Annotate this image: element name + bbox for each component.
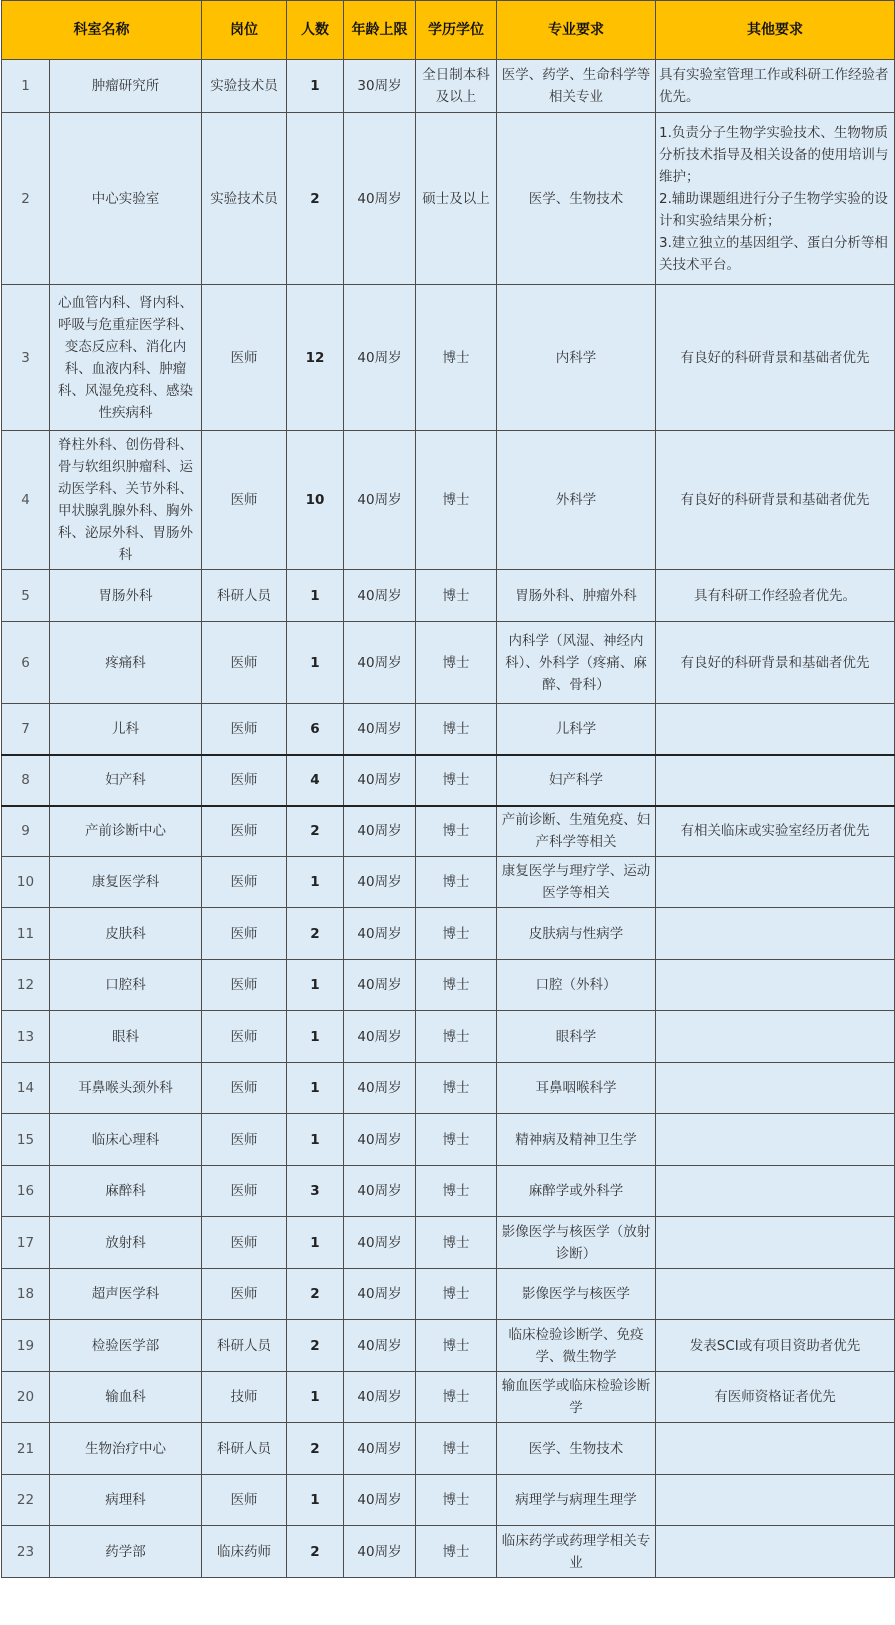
other-requirement: 有良好的科研背景和基础者优先 xyxy=(656,431,895,570)
other-requirement xyxy=(656,755,895,806)
headcount: 6 xyxy=(287,704,344,755)
header-major: 专业要求 xyxy=(497,1,656,60)
table-row xyxy=(2,1475,895,1526)
other-requirement xyxy=(656,704,895,755)
age-limit: 40周岁 xyxy=(344,1423,416,1475)
row-number: 3 xyxy=(2,285,50,431)
other-requirement xyxy=(656,960,895,1011)
headcount: 2 xyxy=(287,908,344,960)
other-requirement: 1.负责分子生物学实验技术、生物物质分析技术指导及相关设备的使用培训与维护； 2.辅助课题组进行分子生物学实验的设计和实验结果分析； 3.建立独立的基因组学、蛋白分析等相关技术平台。 xyxy=(656,113,895,285)
age-limit: 40周岁 xyxy=(344,806,416,857)
education: 博士 xyxy=(416,1320,497,1372)
header-age: 年龄上限 xyxy=(344,1,416,60)
table-row xyxy=(2,570,895,622)
row-number: 10 xyxy=(2,857,50,908)
headcount: 10 xyxy=(287,431,344,570)
education: 博士 xyxy=(416,960,497,1011)
major-requirement: 产前诊断、生殖免疫、妇产科学等相关 xyxy=(497,806,656,857)
dept-name: 药学部 xyxy=(50,1526,202,1578)
headcount: 1 xyxy=(287,1372,344,1423)
table-row xyxy=(2,1526,895,1578)
table-row xyxy=(2,1166,895,1217)
age-limit: 40周岁 xyxy=(344,960,416,1011)
row-number: 23 xyxy=(2,1526,50,1578)
headcount: 2 xyxy=(287,113,344,285)
table-row xyxy=(2,857,895,908)
post-name: 医师 xyxy=(202,1063,287,1114)
other-requirement xyxy=(656,1114,895,1166)
major-requirement: 耳鼻咽喉科学 xyxy=(497,1063,656,1114)
dept-name: 胃肠外科 xyxy=(50,570,202,622)
dept-name: 病理科 xyxy=(50,1475,202,1526)
major-requirement: 妇产科学 xyxy=(497,755,656,806)
headcount: 2 xyxy=(287,1423,344,1475)
major-requirement: 麻醉学或外科学 xyxy=(497,1166,656,1217)
post-name: 医师 xyxy=(202,755,287,806)
education: 博士 xyxy=(416,285,497,431)
header-edu: 学历学位 xyxy=(416,1,497,60)
dept-name: 输血科 xyxy=(50,1372,202,1423)
education: 博士 xyxy=(416,1372,497,1423)
row-number: 8 xyxy=(2,755,50,806)
headcount: 2 xyxy=(287,1526,344,1578)
education: 博士 xyxy=(416,622,497,704)
education: 博士 xyxy=(416,908,497,960)
dept-name: 临床心理科 xyxy=(50,1114,202,1166)
other-requirement xyxy=(656,1269,895,1320)
dept-name: 眼科 xyxy=(50,1011,202,1063)
other-requirement xyxy=(656,857,895,908)
headcount: 3 xyxy=(287,1166,344,1217)
age-limit: 40周岁 xyxy=(344,857,416,908)
post-name: 实验技术员 xyxy=(202,113,287,285)
row-number: 21 xyxy=(2,1423,50,1475)
education: 博士 xyxy=(416,570,497,622)
age-limit: 40周岁 xyxy=(344,285,416,431)
post-name: 医师 xyxy=(202,1269,287,1320)
post-name: 医师 xyxy=(202,285,287,431)
header-other: 其他要求 xyxy=(656,1,895,60)
post-name: 医师 xyxy=(202,960,287,1011)
major-requirement: 医学、生物技术 xyxy=(497,1423,656,1475)
dept-name: 妇产科 xyxy=(50,755,202,806)
dept-name: 放射科 xyxy=(50,1217,202,1269)
row-number: 20 xyxy=(2,1372,50,1423)
dept-name: 超声医学科 xyxy=(50,1269,202,1320)
education: 博士 xyxy=(416,1063,497,1114)
post-name: 医师 xyxy=(202,704,287,755)
post-name: 实验技术员 xyxy=(202,60,287,113)
education: 博士 xyxy=(416,1526,497,1578)
headcount: 1 xyxy=(287,622,344,704)
dept-name: 儿科 xyxy=(50,704,202,755)
education: 博士 xyxy=(416,755,497,806)
post-name: 医师 xyxy=(202,857,287,908)
age-limit: 40周岁 xyxy=(344,1217,416,1269)
education: 博士 xyxy=(416,1166,497,1217)
age-limit: 40周岁 xyxy=(344,1114,416,1166)
headcount: 2 xyxy=(287,1320,344,1372)
education: 硕士及以上 xyxy=(416,113,497,285)
table-row xyxy=(2,1320,895,1372)
post-name: 医师 xyxy=(202,1114,287,1166)
headcount: 2 xyxy=(287,806,344,857)
row-number: 11 xyxy=(2,908,50,960)
row-number: 16 xyxy=(2,1166,50,1217)
other-requirement xyxy=(656,1011,895,1063)
age-limit: 40周岁 xyxy=(344,1475,416,1526)
education: 博士 xyxy=(416,1217,497,1269)
dept-name: 疼痛科 xyxy=(50,622,202,704)
header-dept: 科室名称 xyxy=(2,1,202,60)
table-row xyxy=(2,1372,895,1423)
post-name: 医师 xyxy=(202,1475,287,1526)
major-requirement: 口腔（外科） xyxy=(497,960,656,1011)
other-requirement xyxy=(656,908,895,960)
headcount: 4 xyxy=(287,755,344,806)
dept-name: 中心实验室 xyxy=(50,113,202,285)
other-requirement: 有良好的科研背景和基础者优先 xyxy=(656,622,895,704)
other-requirement: 具有实验室管理工作或科研工作经验者优先。 xyxy=(656,60,895,113)
major-requirement: 输血医学或临床检验诊断学 xyxy=(497,1372,656,1423)
row-number: 22 xyxy=(2,1475,50,1526)
table-body xyxy=(2,60,895,1578)
other-requirement: 有医师资格证者优先 xyxy=(656,1372,895,1423)
other-requirement xyxy=(656,1217,895,1269)
header-count: 人数 xyxy=(287,1,344,60)
post-name: 科研人员 xyxy=(202,570,287,622)
row-number: 17 xyxy=(2,1217,50,1269)
dept-name: 产前诊断中心 xyxy=(50,806,202,857)
other-requirement: 发表SCI或有项目资助者优先 xyxy=(656,1320,895,1372)
recruitment-table xyxy=(1,0,895,1578)
row-number: 15 xyxy=(2,1114,50,1166)
age-limit: 40周岁 xyxy=(344,1011,416,1063)
education: 博士 xyxy=(416,431,497,570)
age-limit: 40周岁 xyxy=(344,570,416,622)
other-requirement: 有良好的科研背景和基础者优先 xyxy=(656,285,895,431)
age-limit: 40周岁 xyxy=(344,1526,416,1578)
age-limit: 40周岁 xyxy=(344,1269,416,1320)
major-requirement: 临床检验诊断学、免疫学、微生物学 xyxy=(497,1320,656,1372)
age-limit: 40周岁 xyxy=(344,1320,416,1372)
row-number: 6 xyxy=(2,622,50,704)
education: 博士 xyxy=(416,806,497,857)
other-requirement xyxy=(656,1423,895,1475)
dept-name: 耳鼻喉头颈外科 xyxy=(50,1063,202,1114)
dept-name: 脊柱外科、创伤骨科、骨与软组织肿瘤科、运动医学科、关节外科、甲状腺乳腺外科、胸外科、泌尿外科、胃肠外科 xyxy=(50,431,202,570)
headcount: 1 xyxy=(287,1114,344,1166)
headcount: 1 xyxy=(287,857,344,908)
major-requirement: 眼科学 xyxy=(497,1011,656,1063)
age-limit: 40周岁 xyxy=(344,431,416,570)
headcount: 2 xyxy=(287,1269,344,1320)
headcount: 12 xyxy=(287,285,344,431)
table-row xyxy=(2,908,895,960)
header-post: 岗位 xyxy=(202,1,287,60)
education: 博士 xyxy=(416,1475,497,1526)
dept-name: 麻醉科 xyxy=(50,1166,202,1217)
major-requirement: 精神病及精神卫生学 xyxy=(497,1114,656,1166)
major-requirement: 病理学与病理生理学 xyxy=(497,1475,656,1526)
table-row xyxy=(2,1217,895,1269)
age-limit: 40周岁 xyxy=(344,622,416,704)
table-row xyxy=(2,1063,895,1114)
age-limit: 40周岁 xyxy=(344,1372,416,1423)
table-row xyxy=(2,285,895,431)
age-limit: 40周岁 xyxy=(344,755,416,806)
major-requirement: 儿科学 xyxy=(497,704,656,755)
education: 全日制本科及以上 xyxy=(416,60,497,113)
post-name: 医师 xyxy=(202,1166,287,1217)
row-number: 14 xyxy=(2,1063,50,1114)
row-number: 7 xyxy=(2,704,50,755)
major-requirement: 医学、药学、生命科学等相关专业 xyxy=(497,60,656,113)
headcount: 1 xyxy=(287,1217,344,1269)
table-row xyxy=(2,1269,895,1320)
row-number: 19 xyxy=(2,1320,50,1372)
major-requirement: 影像医学与核医学 xyxy=(497,1269,656,1320)
headcount: 1 xyxy=(287,60,344,113)
education: 博士 xyxy=(416,1114,497,1166)
major-requirement: 影像医学与核医学（放射诊断） xyxy=(497,1217,656,1269)
post-name: 医师 xyxy=(202,431,287,570)
row-number: 12 xyxy=(2,960,50,1011)
headcount: 1 xyxy=(287,1475,344,1526)
education: 博士 xyxy=(416,1011,497,1063)
education: 博士 xyxy=(416,1423,497,1475)
dept-name: 心血管内科、肾内科、呼吸与危重症医学科、变态反应科、消化内科、血液内科、肿瘤科、风湿免疫科、感染性疾病科 xyxy=(50,285,202,431)
major-requirement: 医学、生物技术 xyxy=(497,113,656,285)
post-name: 医师 xyxy=(202,622,287,704)
row-number: 4 xyxy=(2,431,50,570)
table-row xyxy=(2,113,895,285)
major-requirement: 临床药学或药理学相关专业 xyxy=(497,1526,656,1578)
dept-name: 口腔科 xyxy=(50,960,202,1011)
headcount: 1 xyxy=(287,570,344,622)
other-requirement xyxy=(656,1063,895,1114)
education: 博士 xyxy=(416,857,497,908)
major-requirement: 康复医学与理疗学、运动医学等相关 xyxy=(497,857,656,908)
post-name: 医师 xyxy=(202,1217,287,1269)
age-limit: 40周岁 xyxy=(344,704,416,755)
header-row xyxy=(2,1,895,60)
dept-name: 生物治疗中心 xyxy=(50,1423,202,1475)
major-requirement: 内科学 xyxy=(497,285,656,431)
headcount: 1 xyxy=(287,960,344,1011)
major-requirement: 皮肤病与性病学 xyxy=(497,908,656,960)
table-row xyxy=(2,60,895,113)
major-requirement: 外科学 xyxy=(497,431,656,570)
headcount: 1 xyxy=(287,1063,344,1114)
table-row xyxy=(2,704,895,755)
major-requirement: 内科学（风湿、神经内科）、外科学（疼痛、麻醉、骨科） xyxy=(497,622,656,704)
table-row xyxy=(2,1114,895,1166)
other-requirement: 有相关临床或实验室经历者优先 xyxy=(656,806,895,857)
row-number: 18 xyxy=(2,1269,50,1320)
table-row xyxy=(2,960,895,1011)
education: 博士 xyxy=(416,704,497,755)
age-limit: 40周岁 xyxy=(344,113,416,285)
table-row xyxy=(2,755,895,806)
other-requirement: 具有科研工作经验者优先。 xyxy=(656,570,895,622)
age-limit: 40周岁 xyxy=(344,1063,416,1114)
headcount: 1 xyxy=(287,1011,344,1063)
age-limit: 40周岁 xyxy=(344,1166,416,1217)
other-requirement xyxy=(656,1166,895,1217)
other-requirement xyxy=(656,1475,895,1526)
post-name: 医师 xyxy=(202,1011,287,1063)
table-row xyxy=(2,1423,895,1475)
other-requirement xyxy=(656,1526,895,1578)
dept-name: 肿瘤研究所 xyxy=(50,60,202,113)
post-name: 科研人员 xyxy=(202,1320,287,1372)
row-number: 1 xyxy=(2,60,50,113)
row-number: 13 xyxy=(2,1011,50,1063)
age-limit: 30周岁 xyxy=(344,60,416,113)
post-name: 医师 xyxy=(202,908,287,960)
table-row xyxy=(2,806,895,857)
dept-name: 皮肤科 xyxy=(50,908,202,960)
post-name: 技师 xyxy=(202,1372,287,1423)
table-row xyxy=(2,622,895,704)
post-name: 科研人员 xyxy=(202,1423,287,1475)
row-number: 2 xyxy=(2,113,50,285)
post-name: 医师 xyxy=(202,806,287,857)
table-row xyxy=(2,1011,895,1063)
row-number: 9 xyxy=(2,806,50,857)
major-requirement: 胃肠外科、肿瘤外科 xyxy=(497,570,656,622)
dept-name: 康复医学科 xyxy=(50,857,202,908)
row-number: 5 xyxy=(2,570,50,622)
table-row xyxy=(2,431,895,570)
dept-name: 检验医学部 xyxy=(50,1320,202,1372)
education: 博士 xyxy=(416,1269,497,1320)
age-limit: 40周岁 xyxy=(344,908,416,960)
post-name: 临床药师 xyxy=(202,1526,287,1578)
